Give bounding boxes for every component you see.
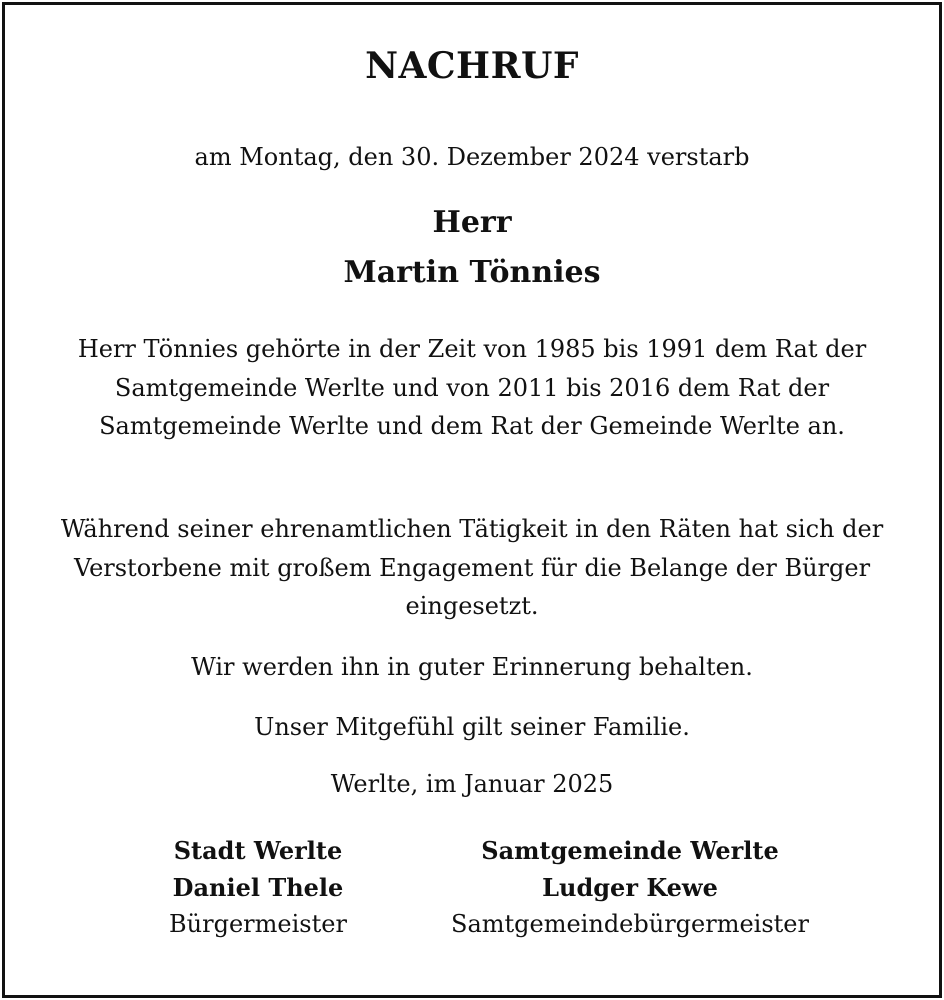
signature-block-municipality [420,833,840,943]
engagement-paragraph: Während seiner ehrenamtlichen Tätigkeit in den Räten hat sich der Verstorbene mit großem Engagement für die Belange der Bürger eingesetzt. [60,515,884,620]
place-date-line: Werlte, im Januar 2025 [330,770,614,798]
page-title: NACHRUF [365,45,579,87]
signature-person: Ludger Kewe [542,872,718,902]
signature-organization: Stadt Werlte [173,836,343,865]
signature-block-city [118,833,398,943]
signature-role: Bürgermeister [169,910,347,938]
service-paragraph: Herr Tönnies gehörte in der Zeit von 1985 bis 1991 dem Rat der Samtgemeinde Werlte und von 2011 bis 2016 dem Rat der Samtgemeinde Werlte und dem Rat der Gemeinde Werlte an. [77,335,867,440]
signature-organization: Samtgemeinde Werlte [481,836,779,865]
signature-person: Daniel Thele [172,872,344,902]
honorific: Herr [432,205,512,240]
signature-role: Samtgemeindebürgermeister [451,910,809,938]
deceased-name: Martin Tönnies [343,255,601,290]
condolence-line: Unser Mitgefühl gilt seiner Familie. [254,713,690,741]
death-date-line: am Montag, den 30. Dezember 2024 verstarb [194,143,750,171]
remembrance-line: Wir werden ihn in guter Erinnerung behalten. [191,653,753,681]
